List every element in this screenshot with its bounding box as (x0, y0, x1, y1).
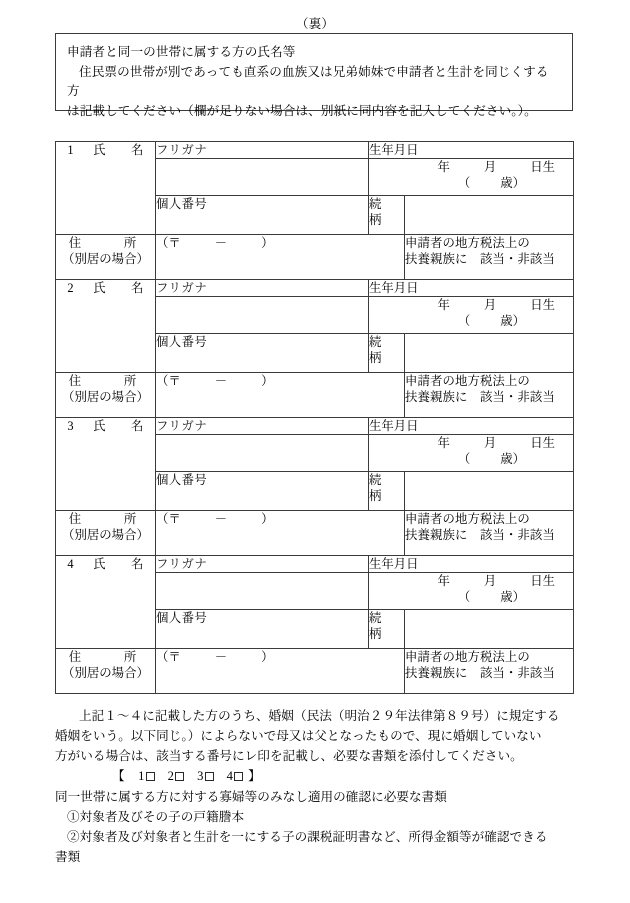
dependent-status-cell-2[interactable] (405, 373, 574, 418)
checkbox-2[interactable] (175, 772, 184, 781)
household-members-table (55, 141, 574, 694)
name-label-cell-3 (56, 418, 156, 511)
address-label-cell-1 (56, 235, 156, 280)
dependent-status-cell-3[interactable] (405, 511, 574, 556)
mynumber-cell-4[interactable] (156, 610, 369, 649)
birth-year-label-2: 年 (437, 298, 450, 312)
name-label-text-4: 氏 名 (93, 557, 144, 571)
name-label-cell-2 (56, 280, 156, 373)
address-input-cell-3[interactable] (156, 511, 405, 556)
address-main-label-3: 住 所 (68, 512, 143, 526)
dependent-line2-3: 扶養親族に 該当・非該当 (405, 528, 555, 542)
dependent-status-cell-4[interactable] (405, 649, 574, 694)
table-body (56, 142, 574, 694)
birthdate-input-cell-4[interactable] (369, 573, 574, 610)
address-main-label-4: 住 所 (68, 650, 143, 664)
age-unit-label-4: 歳） (500, 590, 525, 604)
zip-suffix-3: ） (261, 512, 274, 526)
age-open-paren-1: （ (457, 176, 471, 190)
checkbox-3[interactable] (205, 772, 214, 781)
name-label-text-2: 氏 名 (93, 281, 144, 295)
name-input-cell-3[interactable] (156, 435, 369, 472)
address-sub-label-3: （別居の場合） (62, 528, 149, 542)
address-input-cell-2[interactable] (156, 373, 405, 418)
relationship-input-cell-1[interactable] (405, 196, 574, 235)
dependent-line1-3: 申請者の地方税法上の (405, 512, 530, 526)
address-main-label-2: 住 所 (68, 374, 143, 388)
dependent-line1-4: 申請者の地方税法上の (405, 650, 530, 664)
table-row (56, 556, 574, 573)
zip-prefix-2: （〒 (156, 374, 181, 388)
birth-year-label-1: 年 (437, 160, 450, 174)
birth-month-label-1: 月 (483, 160, 497, 174)
address-label-cell-2 (56, 373, 156, 418)
relationship-input-cell-4[interactable] (405, 610, 574, 649)
mynumber-cell-3[interactable] (156, 472, 369, 511)
age-open-paren-2: （ (457, 314, 471, 328)
mynumber-label-2: 個人番号 (156, 335, 208, 349)
birthdate-header-4: 生年月日 (369, 556, 574, 573)
dependent-line2-1: 扶養親族に 該当・非該当 (405, 252, 555, 266)
mynumber-label-1: 個人番号 (156, 197, 208, 211)
entry-number-2: 2 (67, 281, 74, 295)
birthdate-input-cell-1[interactable] (369, 159, 574, 196)
entry-number-4: 4 (67, 557, 74, 571)
table-row (56, 649, 574, 694)
zip-suffix-2: ） (261, 374, 274, 388)
furigana-label-4: フリガナ (156, 556, 369, 573)
birthdate-header-1: 生年月日 (369, 142, 574, 159)
zip-dash-1: － (214, 236, 228, 250)
dependent-line2-2: 扶養親族に 該当・非該当 (405, 390, 555, 404)
note-paragraph-line-1: 上記１～４に記載した方のうち、婚姻（民法（明治２９年法律第８９号）に規定する (79, 709, 560, 723)
birth-month-label-3: 月 (483, 436, 497, 450)
dependent-status-cell-1[interactable] (405, 235, 574, 280)
zip-suffix-4: ） (261, 650, 274, 664)
table-row (56, 235, 574, 280)
birth-month-label-4: 月 (483, 574, 497, 588)
address-main-label-1: 住 所 (68, 236, 143, 250)
relationship-label-2: 続 柄 (369, 334, 405, 373)
checkbox-selection-line (55, 766, 575, 787)
relationship-label-3: 続 柄 (369, 472, 405, 511)
zip-prefix-1: （〒 (156, 236, 181, 250)
birthdate-header-2: 生年月日 (369, 280, 574, 297)
required-document-item-2-line-2: 書類 (55, 850, 81, 864)
required-document-item-1: ①対象者及びその子の戸籍謄本 (67, 810, 245, 824)
age-open-paren-3: （ (457, 452, 471, 466)
relationship-input-cell-2[interactable] (405, 334, 574, 373)
mynumber-label-4: 個人番号 (156, 611, 208, 625)
checkbox-4[interactable] (234, 772, 243, 781)
address-sub-label-1: （別居の場合） (62, 252, 149, 266)
address-sub-label-2: （別居の場合） (62, 390, 149, 404)
birth-year-label-4: 年 (437, 574, 450, 588)
name-input-cell-2[interactable] (156, 297, 369, 334)
age-unit-label-1: 歳） (500, 176, 525, 190)
relationship-label-1: 続 柄 (369, 196, 405, 235)
address-sub-label-4: （別居の場合） (62, 666, 149, 680)
birth-day-label-2: 日生 (530, 298, 555, 312)
intro-line-3: は記載してください（欄が足りない場合は、別紙に同内容を記入してください。）。 (67, 103, 537, 118)
dependent-line1-2: 申請者の地方税法上の (405, 374, 530, 388)
birth-month-label-2: 月 (483, 298, 497, 312)
mynumber-cell-1[interactable] (156, 196, 369, 235)
checkbox-number-1: 1 (138, 769, 145, 783)
page-side-mark: （裏） (295, 17, 335, 31)
name-label-cell-1 (56, 142, 156, 235)
mynumber-label-3: 個人番号 (156, 473, 208, 487)
address-input-cell-4[interactable] (156, 649, 405, 694)
birth-year-label-3: 年 (437, 436, 450, 450)
note-paragraph-line-3: 方がいる場合は、該当する番号にレ印を記載し、必要な書類を添付してください。 (55, 749, 523, 763)
checkbox-number-2: 2 (167, 769, 175, 783)
bracket-open: 【 (112, 769, 125, 783)
name-label-cell-4 (56, 556, 156, 649)
birth-day-label-4: 日生 (530, 574, 555, 588)
address-label-cell-4 (56, 649, 156, 694)
age-unit-label-2: 歳） (500, 314, 525, 328)
table-row (56, 511, 574, 556)
table-row (56, 280, 574, 297)
furigana-label-1: フリガナ (156, 142, 369, 159)
checkbox-number-4: 4 (226, 769, 234, 783)
name-label-text-3: 氏 名 (93, 419, 144, 433)
birthdate-input-cell-2[interactable] (369, 297, 574, 334)
zip-dash-3: － (214, 512, 228, 526)
zip-dash-4: － (214, 650, 228, 664)
birth-day-label-1: 日生 (530, 160, 555, 174)
intro-instruction-box (55, 33, 573, 118)
name-label-text-1: 氏 名 (93, 143, 144, 157)
age-open-paren-4: （ (457, 590, 471, 604)
note-paragraph-line-2: 婚姻をいう。以下同じ。）によらないで母又は父となったもので、現に婚姻していない (55, 729, 542, 743)
furigana-label-2: フリガナ (156, 280, 369, 297)
name-input-cell-4[interactable] (156, 573, 369, 610)
relationship-input-cell-3[interactable] (405, 472, 574, 511)
name-input-cell-1[interactable] (156, 159, 369, 196)
zip-prefix-3: （〒 (156, 512, 181, 526)
entry-number-3: 3 (67, 419, 74, 433)
furigana-label-3: フリガナ (156, 418, 369, 435)
dependent-line1-1: 申請者の地方税法上の (405, 236, 530, 250)
address-input-cell-1[interactable] (156, 235, 405, 280)
checkbox-number-3: 3 (197, 769, 204, 783)
entry-number-1: 1 (67, 143, 74, 157)
dependent-line2-4: 扶養親族に 該当・非該当 (405, 666, 555, 680)
mynumber-cell-2[interactable] (156, 334, 369, 373)
age-unit-label-3: 歳） (500, 452, 525, 466)
table-row (56, 142, 574, 159)
zip-prefix-4: （〒 (156, 650, 181, 664)
relationship-label-4: 続 柄 (369, 610, 405, 649)
required-document-item-2-line-1: ②対象者及び対象者と生計を一にする子の課税証明書など、所得金額等が確認できる (67, 830, 548, 844)
intro-line-2: 住民票の世帯が別であっても直系の血族又は兄弟姉妹で申請者と生計を同じくする方 (67, 64, 549, 98)
footer-notes (55, 706, 575, 867)
birthdate-header-3: 生年月日 (369, 418, 574, 435)
zip-suffix-1: ） (261, 236, 274, 250)
required-documents-heading: 同一世帯に属する方に対する寡婦等のみなし適用の確認に必要な書類 (55, 790, 447, 804)
table-row (56, 418, 574, 435)
bracket-close: 】 (248, 769, 261, 783)
zip-dash-2: － (214, 374, 228, 388)
birthdate-input-cell-3[interactable] (369, 435, 574, 472)
checkbox-1[interactable] (146, 772, 155, 781)
birth-day-label-3: 日生 (530, 436, 555, 450)
address-label-cell-3 (56, 511, 156, 556)
intro-line-1: 申請者と同一の世帯に属する方の氏名等 (67, 45, 296, 59)
table-row (56, 373, 574, 418)
